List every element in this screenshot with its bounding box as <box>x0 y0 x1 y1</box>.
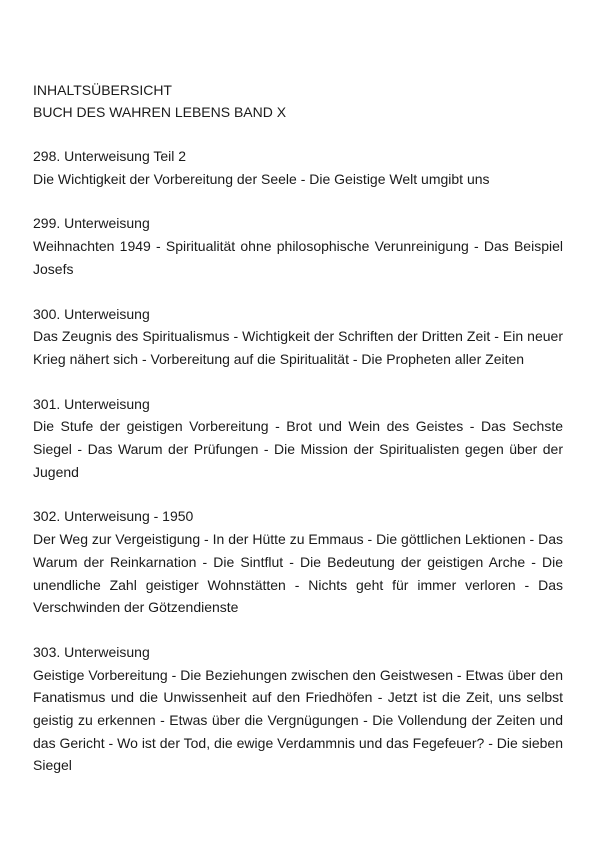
toc-entry <box>33 505 563 619</box>
entry-description: Das Zeugnis des Spiritualismus - Wichtigkeit der Schriften der Dritten Zeit - Ein neuer Krieg nähert sich - Vorbereitung auf die Spiritualität - Die Propheten aller Zeiten <box>33 328 563 367</box>
toc-heading: INHALTSÜBERSICHT <box>33 82 172 98</box>
entry-title: 299. Unterweisung <box>33 215 150 232</box>
toc-entry <box>33 145 563 190</box>
entry-title: 300. Unterweisung <box>33 305 150 322</box>
toc-entry <box>33 393 563 484</box>
entry-title: 298. Unterweisung Teil 2 <box>33 148 187 164</box>
book-title: BUCH DES WAHREN LEBENS BAND X <box>33 104 287 120</box>
document-page <box>33 79 563 777</box>
entry-description: Der Weg zur Vergeistigung - In der Hütte zu Emmaus - Die göttlichen Lektionen - Das Warum der Reinkarnation - Die Sintflut - Die Bedeutung der geistigen Arche - Die unendliche Zahl geistiger Wohnstätten - Nichts geht für immer verloren - Das Verschwinden der Götzendienste <box>33 531 563 616</box>
toc-entry <box>33 212 563 280</box>
entry-description: Die Wichtigkeit der Vorbereitung der Seele - Die Geistige Welt umgibt uns <box>33 170 490 187</box>
entry-description: Die Stufe der geistigen Vorbereitung - Brot und Wein des Geistes - Das Sechste Siegel - Das Warum der Prüfungen - Die Mission der Spiritualisten gegen über der Jugend <box>33 418 563 480</box>
entry-title: 303. Unterweisung <box>33 643 150 660</box>
entry-description: Weihnachten 1949 - Spiritualität ohne philosophische Verunreinigung - Das Beispiel Josefs <box>33 238 563 277</box>
toc-header <box>33 79 563 123</box>
entry-description: Geistige Vorbereitung - Die Beziehungen zwischen den Geistwesen - Etwas über den Fanatismus und die Unwissenheit auf den Friedhöfen - Jetzt ist die Zeit, uns selbst geistig zu erkennen - Etwas über die Vergnügungen - Die Vollendung der Zeiten und das Gericht - Wo ist der Tod, die ewige Verdammnis und das Fegefeuer? - Die sieben Siegel <box>33 666 563 774</box>
entry-title: 301. Unterweisung <box>33 395 150 412</box>
entry-title: 302. Unterweisung - 1950 <box>33 508 194 525</box>
toc-entry <box>33 641 563 777</box>
toc-entry <box>33 303 563 371</box>
